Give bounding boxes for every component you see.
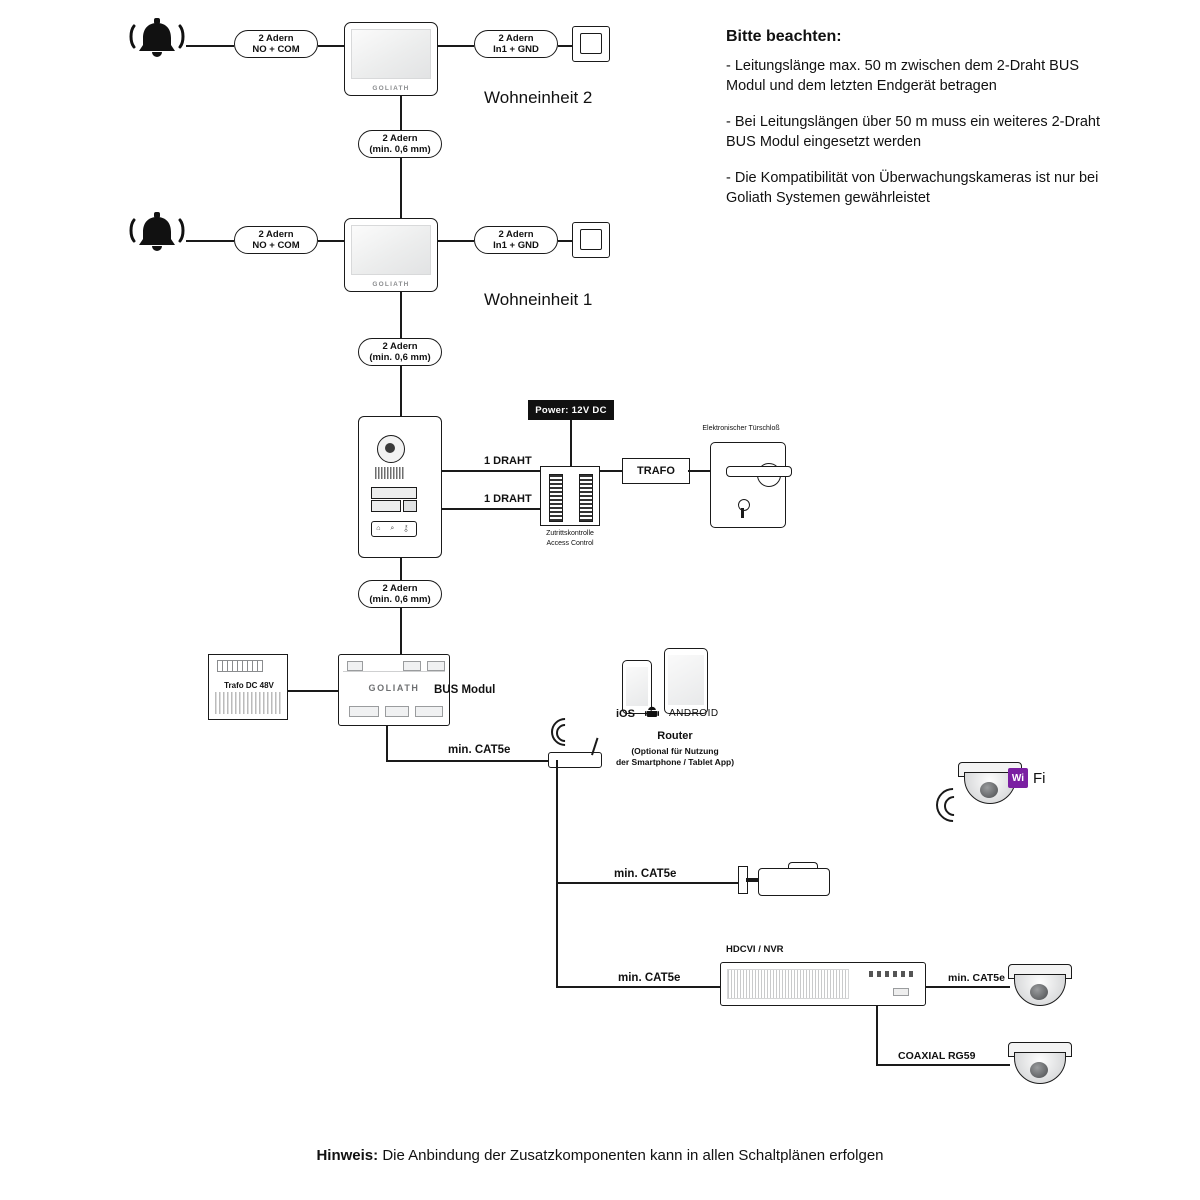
port-2: [403, 661, 421, 671]
label-coaxial: COAXIAL RG59: [898, 1050, 976, 1062]
nvr-button: [893, 988, 909, 996]
pill-line2: NO + COM: [252, 44, 300, 55]
pill-line2: (min. 0,6 mm): [369, 144, 431, 155]
access-control-label-en: Access Control: [546, 540, 594, 547]
indoor-monitor-unit2: [344, 22, 438, 96]
pill-bus-1: [358, 338, 442, 366]
pill-no-com-unit2: [234, 30, 318, 58]
door-release-unit2: [572, 26, 610, 62]
port-6: [415, 706, 443, 717]
footnote-text: Die Anbindung der Zusatzkomponenten kann in allen Schaltplänen erfolgen: [378, 1147, 884, 1164]
pill-line2: In1 + GND: [493, 240, 539, 251]
unit-title-1: Wohneinheit 1: [484, 290, 593, 309]
din-trafo-label: Trafo DC 48V: [224, 681, 274, 690]
tablet-device: [664, 648, 708, 714]
note-2: - Bei Leitungslängen über 50 m muss ein weiteres 2-Draht BUS Modul eingesetzt werden: [726, 114, 1100, 150]
label-cat5e-bullet: min. CAT5e: [614, 868, 677, 880]
bell-icon-unit1: [128, 208, 186, 258]
notes-panel: [726, 28, 1106, 224]
reader-bar-left: [549, 474, 563, 522]
footnote-bold: Hinweis:: [316, 1147, 379, 1164]
monitor-screen: [351, 225, 431, 275]
port-1: [347, 661, 363, 671]
door-release-unit1: [572, 222, 610, 258]
wifi-badge: [1008, 768, 1046, 788]
speaker-grille-icon: [375, 467, 405, 479]
vent-grille-icon: [215, 692, 281, 714]
pill-in1-gnd-unit1: [474, 226, 558, 254]
pill-in1-gnd-unit2: [474, 30, 558, 58]
ios-label: iOS: [616, 707, 635, 720]
router-sublabel-2: der Smartphone / Tablet App): [615, 757, 735, 767]
pill-line2: (min. 0,6 mm): [369, 594, 431, 605]
electronic-door-lock: [710, 442, 786, 528]
label-1draht-bottom: 1 DRAHT: [484, 493, 532, 505]
android-label: ANDROID: [668, 708, 719, 719]
footnote: [0, 1147, 1200, 1164]
call-button-1: [371, 487, 417, 499]
port-3: [427, 661, 445, 671]
brand-label: GOLIATH: [372, 281, 410, 288]
keypad-icon: ⌂ ⌕ ⚷: [371, 521, 417, 537]
port-5: [385, 706, 409, 717]
keyhole-icon: [735, 499, 751, 519]
brand-label: GOLIATH: [372, 85, 410, 92]
wifi-label: Fi: [1033, 769, 1046, 787]
note-3: - Die Kompatibilität von Überwachungskameras ist nur bei Goliath Systemen gewährleistet: [726, 170, 1099, 206]
os-badges: [616, 706, 719, 721]
port-4: [349, 706, 379, 717]
pill-no-com-unit1: [234, 226, 318, 254]
nvr-led-indicators: [869, 971, 915, 977]
label-1draht-top: 1 DRAHT: [484, 455, 532, 467]
label-cat5e-router: min. CAT5e: [448, 744, 511, 756]
bus-module-label: BUS Modul: [434, 684, 496, 696]
notes-heading: Bitte beachten:: [726, 28, 842, 45]
lock-title: Elektronischer Türschloß: [702, 425, 780, 432]
router-antenna-icon: [591, 738, 598, 756]
pill-line1: 2 Adern: [382, 133, 418, 144]
access-control-unit: [540, 466, 600, 526]
power-label-box: Power: 12V DC: [528, 400, 614, 420]
access-control-label-de: Zutrittskontrolle: [546, 530, 594, 537]
dome-camera-ip: [1008, 964, 1070, 1006]
din-rail-power-supply: [208, 654, 288, 720]
dome-lens-icon: [980, 782, 998, 798]
label-cat5e-nvr: min. CAT5e: [618, 972, 681, 984]
pill-line2: NO + COM: [252, 240, 300, 251]
door-station: [358, 416, 442, 558]
camera-icon: [377, 435, 405, 463]
dome-lens-icon: [1030, 1062, 1048, 1078]
pill-line1: 2 Adern: [498, 33, 534, 44]
bell-icon-unit2: [128, 14, 186, 64]
brand-label: GOLIATH: [368, 683, 420, 693]
dome-lens-icon: [1030, 984, 1048, 1000]
bullet-camera: [736, 858, 832, 898]
pill-bus-2: [358, 130, 442, 158]
door-handle-icon: [726, 466, 792, 477]
indoor-monitor-unit1: [344, 218, 438, 292]
monitor-screen: [351, 29, 431, 79]
phone-screen: [626, 667, 648, 706]
pill-line1: 2 Adern: [258, 229, 294, 240]
router-label: Router: [657, 730, 693, 742]
nvr-title: HDCVI / NVR: [726, 944, 784, 955]
pill-line1: 2 Adern: [258, 33, 294, 44]
unit-title-2: Wohneinheit 2: [484, 88, 593, 107]
camera-body-icon: [758, 868, 830, 896]
rfid-reader-icon: [403, 500, 417, 512]
tablet-screen: [668, 655, 704, 705]
pill-line2: In1 + GND: [493, 44, 539, 55]
dome-camera-coax: [1008, 1042, 1070, 1084]
android-robot-icon: [645, 706, 659, 721]
reader-bar-right: [579, 474, 593, 522]
label-cat5e-dome: min. CAT5e: [948, 972, 1005, 984]
pill-line1: 2 Adern: [498, 229, 534, 240]
pill-line1: 2 Adern: [382, 341, 418, 352]
nvr-front-mesh: [727, 969, 849, 999]
terminal-block-icon: [217, 660, 263, 672]
pill-line2: (min. 0,6 mm): [369, 352, 431, 363]
note-1: - Leitungslänge max. 50 m zwischen dem 2-Draht BUS Modul und dem letzten Endgerät betragen: [726, 58, 1079, 94]
nvr-recorder: [720, 962, 926, 1006]
call-button-2: [371, 500, 401, 512]
trafo-box: TRAFO: [622, 458, 690, 484]
router-sublabel-1: (Optional für Nutzung: [631, 746, 719, 756]
wifi-arc-medium: [545, 712, 585, 752]
pill-line1: 2 Adern: [382, 583, 418, 594]
pill-bus-doorstation: [358, 580, 442, 608]
wifi-icon: Wi: [1008, 768, 1028, 788]
